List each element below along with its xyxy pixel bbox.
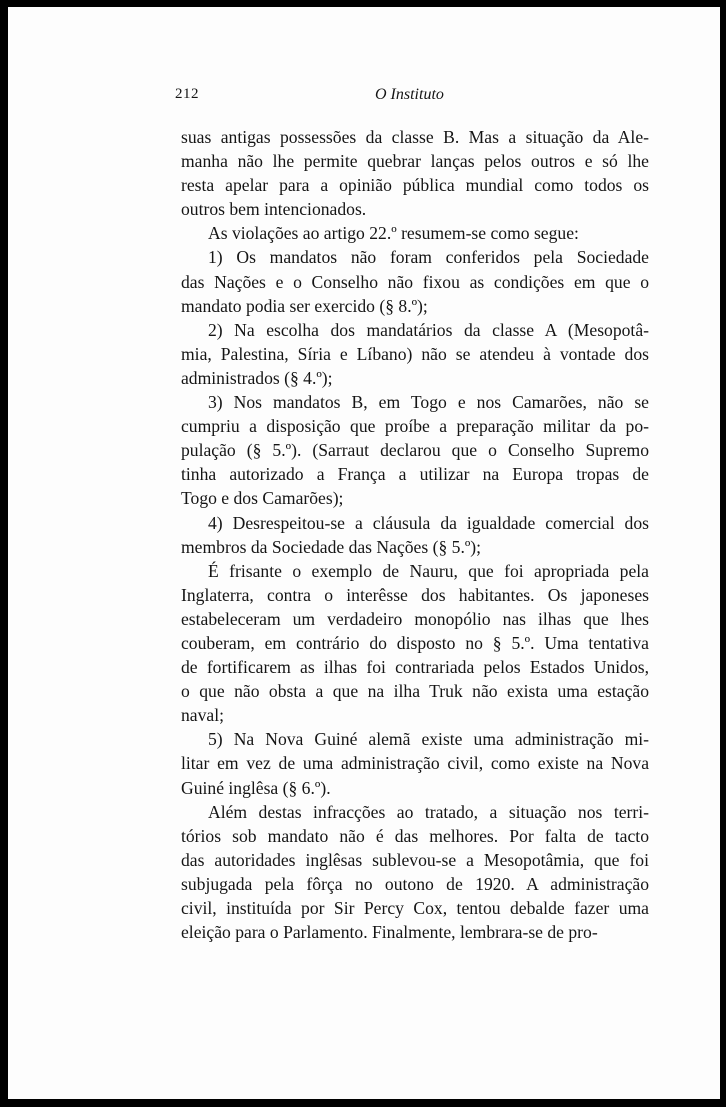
- text-line: pulação (§ 5.º). (Sarraut declarou que o Conselho Supremo: [181, 440, 649, 461]
- body-text: [181, 125, 649, 944]
- text-line: 5) Na Nova Guiné alemã existe uma administração mi-: [208, 729, 649, 750]
- text-line: estabeleceram um verdadeiro monopólio nas ilhas que lhes: [181, 608, 649, 629]
- paragraph: [181, 318, 649, 390]
- text-line: de fortificarem as ilhas foi contrariada pelos Estados Unidos,: [181, 657, 649, 678]
- text-line: 3) Nos mandatos B, em Togo e nos Camarões, não se: [208, 392, 649, 413]
- text-line: administrados (§ 4.º);: [181, 367, 333, 388]
- book-page: [8, 7, 720, 1099]
- paragraph: [181, 559, 649, 728]
- page-number: 212: [175, 86, 199, 102]
- text-line: cumpriu a disposição que proíbe a preparação militar da po-: [181, 416, 649, 437]
- text-line: É frisante o exemplo de Nauru, que foi apropriada pela: [208, 560, 649, 581]
- text-line: naval;: [181, 705, 224, 726]
- text-line: mia, Palestina, Síria e Líbano) não se atendeu à vontade dos: [181, 343, 649, 364]
- text-line: subjugada pela fôrça no outono de 1920. A administração: [181, 873, 649, 894]
- text-line: resta apelar para a opinião pública mundial como todos os: [181, 175, 649, 196]
- text-line: tórios sob mandato não é das melhores. Por falta de tacto: [181, 825, 649, 846]
- text-line: Inglaterra, contra o interêsse dos habitantes. Os japoneses: [181, 584, 649, 605]
- text-line: manha não lhe permite quebrar lanças pelos outros e só lhe: [181, 151, 649, 172]
- text-line: membros da Sociedade das Nações (§ 5.º);: [181, 536, 482, 557]
- paragraph: [181, 390, 649, 510]
- text-line: das autoridades inglêsas sublevou-se a Mesopotâmia, que foi: [181, 849, 649, 870]
- text-line: Além destas infracções ao tratado, a situação nos terri-: [208, 801, 649, 822]
- paragraph: [181, 727, 649, 799]
- paragraph: [181, 511, 649, 559]
- text-line: Togo e dos Camarões);: [181, 488, 344, 509]
- paragraph: [181, 800, 649, 945]
- text-line: 4) Desrespeitou-se a cláusula da igualdade comercial dos: [208, 512, 649, 533]
- paragraph: [181, 245, 649, 317]
- text-line: eleição para o Parlamento. Finalmente, lembrara-se de pro-: [181, 922, 598, 943]
- text-line: o que não obsta a que na ilha Truk não exista uma estação: [181, 681, 649, 702]
- text-line: mandato podia ser exercido (§ 8.º);: [181, 295, 428, 316]
- text-line: couberam, em contrário do disposto no § 5.º. Uma tentativa: [181, 632, 649, 653]
- page-header: [175, 86, 650, 108]
- text-line: outros bem intencionados.: [181, 199, 367, 220]
- paragraph: [181, 125, 649, 221]
- paragraph: [181, 221, 649, 245]
- text-line: tinha autorizado a França a utilizar na Europa tropas de: [181, 464, 649, 485]
- text-line: civil, instituída por Sir Percy Cox, tentou debalde fazer uma: [181, 898, 649, 918]
- text-line: das Nações e o Conselho não fixou as condições em que o: [181, 271, 649, 292]
- paragraph-list: [181, 125, 649, 944]
- running-title: O Instituto: [375, 86, 444, 103]
- text-line: As violações ao artigo 22.º resumem-se como segue:: [208, 223, 579, 244]
- text-line: litar em vez de uma administração civil, como existe na Nova: [181, 753, 649, 774]
- text-line: Guiné inglêsa (§ 6.º).: [181, 777, 331, 798]
- text-line: suas antigas possessões da classe B. Mas a situação da Ale-: [181, 127, 649, 147]
- text-line: 1) Os mandatos não foram conferidos pela Sociedade: [208, 247, 649, 268]
- text-line: 2) Na escolha dos mandatários da classe A (Mesopotâ-: [208, 319, 649, 340]
